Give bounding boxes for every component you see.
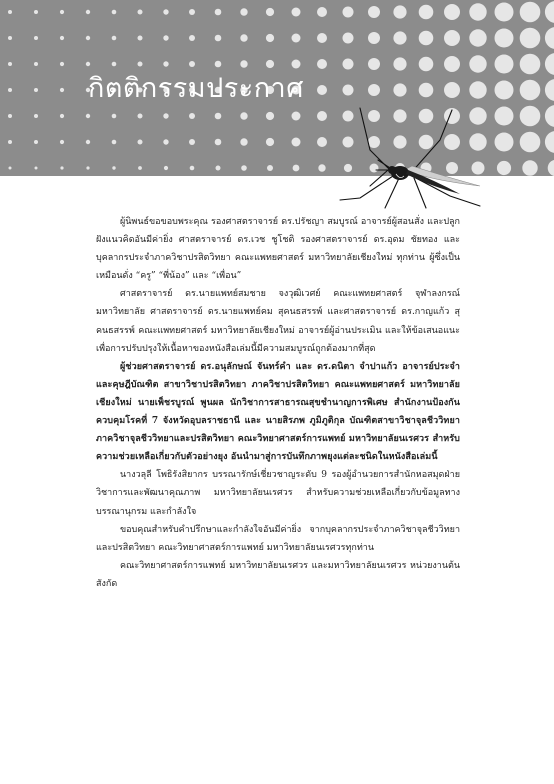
banner-dot bbox=[34, 62, 38, 66]
banner-dot bbox=[8, 62, 12, 66]
banner-dot bbox=[190, 166, 195, 171]
paragraph: นางวลุลี โพธิรังสิยากร บรรณารักษ์เชี่ยวชาญระดับ 9 รองผู้อำนวยการสำนักหอสมุดฝ่ายวิชาการและพัฒนาคุณภาพ มหาวิทยาลัยนเรศวร สำหรับความช่วยเหลือเกี่ยวกับข้อมูลทางบรรณานุกรม และกำลังใจ bbox=[96, 470, 460, 517]
banner-dot bbox=[60, 114, 64, 118]
paragraph: ผู้นิพนธ์ขอขอบพระคุณ รองศาสตราจารย์ ดร.ปรัชญา สมบูรณ์ อาจารย์ผู้สอนสั่ง และปลูกฝังแนวคิดอันมีค่ายิ่ง ศาสตราจารย์ ดร.เวช ชูโชติ รองศาสตราจารย์ ดร.อุดม ชัยทอง และบุคลากรประจำภาควิชาปรสิตวิทยา คณะแพทยศาสตร์ มหาวิทยาลัยเชียงใหม่ ทุกท่าน ผู้ซึ่งเป็นเหมือนดั่ง “ครู” “พี่น้อง” และ “เพื่อน” bbox=[96, 217, 460, 282]
banner-dot bbox=[495, 81, 514, 100]
banner-dot bbox=[419, 57, 434, 72]
banner-dot bbox=[267, 165, 273, 171]
banner-dot bbox=[495, 29, 514, 48]
banner-dot bbox=[35, 167, 38, 170]
banner-dot bbox=[60, 36, 64, 40]
banner-dot bbox=[216, 166, 221, 171]
acknowledgements-body bbox=[96, 213, 460, 593]
banner-dot bbox=[86, 140, 90, 144]
banner-dot bbox=[112, 166, 115, 169]
banner-dot bbox=[317, 111, 327, 121]
banner-dot bbox=[34, 88, 38, 92]
banner-dot bbox=[8, 140, 12, 144]
banner-dot bbox=[86, 166, 89, 169]
banner-dot bbox=[215, 113, 222, 120]
banner-dot bbox=[444, 56, 460, 72]
banner-dot bbox=[343, 85, 354, 96]
banner-dot bbox=[444, 82, 460, 98]
banner-dot bbox=[215, 139, 222, 146]
page-title: กิตติกรรมประกาศ bbox=[88, 73, 304, 104]
banner-dot bbox=[189, 35, 195, 41]
banner-dot bbox=[393, 5, 406, 18]
banner-dot bbox=[189, 9, 195, 15]
banner-dot bbox=[495, 55, 514, 74]
banner-dot bbox=[292, 8, 301, 17]
banner-dot bbox=[215, 35, 222, 42]
banner-dot bbox=[112, 114, 117, 119]
banner-dot bbox=[138, 114, 143, 119]
banner-dot bbox=[163, 35, 168, 40]
banner-dot bbox=[241, 165, 247, 171]
banner-dot bbox=[520, 2, 541, 23]
paragraph: ศาสตราจารย์ ดร.นายแพทย์สมชาย จงวุฒิเวศย์ คณะแพทยศาสตร์ จุฬาลงกรณ์มหาวิทยาลัย ศาสตราจารย์ ดร.นายแพทย์คม สุคนธสรรพ์ และศาสตราจารย์ ดร.กาญแก้ว สุคนธสรรพ์ คณะแพทยศาสตร์ มหาวิทยาลัยเชียงใหม่ อาจารย์ผู้อ่านประเมิน และให้ข้อเสนอแนะ เพื่อการปรับปรุงให้เนื้อหาของหนังสือเล่มนี้มีความสมบูรณ์ถูกต้องมากที่สุด bbox=[96, 289, 460, 354]
banner-dot bbox=[189, 113, 195, 119]
banner-dot bbox=[317, 7, 327, 17]
banner-dot bbox=[266, 138, 274, 146]
banner-dot bbox=[444, 4, 460, 20]
banner-dot bbox=[8, 36, 12, 40]
paragraph: ผู้ช่วยศาสตราจารย์ ดร.อนุลักษณ์ จันทร์คำ และ ดร.ดนิตา จำปาแก้ว อาจารย์ประจำ และคุษฎีบัณฑิต สาขาวิชาปรสิตวิทยา ภาควิชาปรสิตวิทยา คณะแพทยศาสตร์ มหาวิทยาลัยเชียงใหม่ นายเพ็ชรบูรณ์ พูนผล นักวิชาการสาธารณสุขชำนาญการพิเศษ สำนักงานป้องกันควบคุมโรคที่ 7 จังหวัดอุบลราชธานี และ นายสิรภพ ภูมิภูติกุล บัณฑิตสาขาวิชาจุลชีววิทยา ภาควิชาจุลชีววิทยาและปรสิตวิทยา คณะวิทยาศาสตร์การแพทย์ มหาวิทยาลัยนเรศวร สำหรับความช่วยเหลือเกี่ยวกับตัวอย่างยุง อันนำมาสู่การบันทึกภาพยุงแต่ละชนิดในหนังสือเล่มนี้ bbox=[96, 361, 460, 463]
banner-dot bbox=[469, 81, 486, 98]
banner-dot bbox=[317, 85, 327, 95]
banner-dot bbox=[520, 80, 541, 101]
banner-dot bbox=[469, 29, 486, 46]
banner-dot bbox=[60, 62, 64, 66]
banner-dot bbox=[163, 139, 168, 144]
banner-dot bbox=[292, 138, 301, 147]
banner-dot bbox=[393, 57, 406, 70]
banner-dot bbox=[240, 34, 247, 41]
banner-dot bbox=[86, 114, 90, 118]
banner-dot bbox=[293, 165, 300, 172]
banner-dot bbox=[368, 32, 380, 44]
banner-dot bbox=[469, 3, 486, 20]
banner-dot bbox=[368, 58, 380, 70]
banner-dot bbox=[520, 132, 541, 153]
banner-dot bbox=[343, 33, 354, 44]
banner-dot bbox=[163, 113, 168, 118]
banner-dot bbox=[520, 28, 541, 49]
banner-dot bbox=[393, 83, 406, 96]
banner-dot bbox=[34, 36, 38, 40]
banner-dot bbox=[317, 33, 327, 43]
banner-dot bbox=[138, 140, 143, 145]
banner-dot bbox=[419, 83, 434, 98]
banner-dot bbox=[240, 138, 247, 145]
banner-dot bbox=[393, 31, 406, 44]
banner-dot bbox=[520, 54, 541, 75]
banner-dot bbox=[266, 34, 274, 42]
banner-dot bbox=[8, 10, 12, 14]
banner-dot bbox=[138, 166, 142, 170]
banner-dot bbox=[215, 9, 222, 16]
banner-dot bbox=[317, 59, 327, 69]
banner-dot bbox=[240, 8, 247, 15]
banner-dot bbox=[60, 166, 63, 169]
mosquito-icon bbox=[330, 100, 520, 210]
banner-dot bbox=[266, 112, 274, 120]
banner-dot bbox=[34, 140, 38, 144]
banner-dot bbox=[469, 55, 486, 72]
banner-dot bbox=[520, 106, 541, 127]
banner-dot bbox=[240, 112, 247, 119]
banner-dot bbox=[318, 164, 325, 171]
banner-dot bbox=[9, 167, 12, 170]
banner-dot bbox=[343, 7, 354, 18]
banner-dot bbox=[419, 5, 434, 20]
banner-dot bbox=[444, 30, 460, 46]
banner-dot bbox=[368, 84, 380, 96]
paragraph: ขอบคุณสำหรับคำปรึกษาและกำลังใจอันมีค่ายิ่ง จากบุคลากรประจำภาควิชาจุลชีววิทยาและปรสิตวิทยา คณะวิทยาศาสตร์การแพทย์ มหาวิทยาลัยนเรศวรทุกท่าน bbox=[96, 524, 460, 553]
paragraph: คณะวิทยาศาสตร์การแพทย์ มหาวิทยาลัยนเรศวร และมหาวิทยาลัยนเรศวร หน่วยงานต้นสังกัด bbox=[96, 560, 460, 589]
banner-dot bbox=[34, 114, 38, 118]
banner-dot bbox=[368, 6, 380, 18]
banner-dot bbox=[112, 10, 117, 15]
banner-dot bbox=[292, 112, 301, 121]
banner-dot bbox=[419, 31, 434, 46]
banner-dot bbox=[112, 36, 117, 41]
banner-dot bbox=[86, 10, 90, 14]
banner-dot bbox=[317, 137, 327, 147]
banner-dot bbox=[60, 140, 64, 144]
banner-dot bbox=[60, 10, 64, 14]
banner-dot bbox=[34, 10, 38, 14]
banner-dot bbox=[292, 34, 301, 43]
banner-dot bbox=[522, 160, 537, 175]
banner-dot bbox=[164, 166, 168, 170]
banner-dot bbox=[86, 36, 90, 40]
banner-dot bbox=[138, 10, 143, 15]
banner-dot bbox=[266, 8, 274, 16]
banner-dot bbox=[112, 140, 117, 145]
banner-dot bbox=[495, 3, 514, 22]
banner-dot bbox=[343, 59, 354, 70]
banner-dot bbox=[8, 114, 12, 118]
banner-dot bbox=[138, 36, 143, 41]
banner-dot bbox=[163, 9, 168, 14]
banner-dot bbox=[8, 88, 12, 92]
banner-dot bbox=[60, 88, 64, 92]
banner-dot bbox=[189, 139, 195, 145]
